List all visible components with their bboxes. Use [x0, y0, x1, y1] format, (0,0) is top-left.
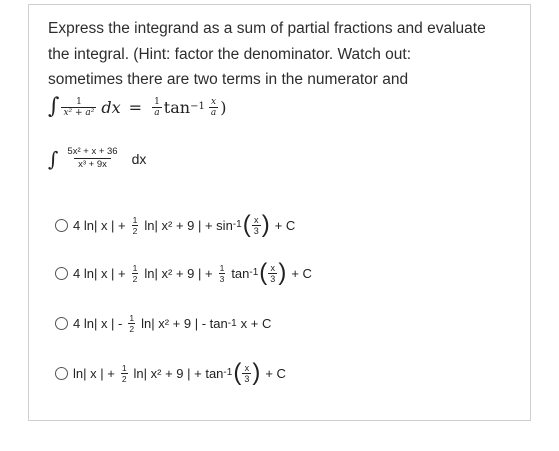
- option-mid: ln| x² + 9 | +: [144, 265, 213, 281]
- hint-arg-den: a: [210, 107, 217, 118]
- radio-button[interactable]: [55, 267, 68, 280]
- half-fraction: [128, 313, 135, 334]
- option-mid: ln| x² + 9 | - tan: [141, 316, 228, 331]
- option-tail: x + C: [240, 316, 272, 331]
- frac-den: 2: [132, 225, 138, 236]
- hint-tan: tan: [163, 97, 191, 117]
- problem-integral: [48, 146, 146, 171]
- hint-coef-num: 1: [154, 96, 160, 107]
- frac-den: 2: [129, 324, 135, 334]
- hint-coef-den: a: [154, 107, 160, 118]
- option-mid: ln| x² + 9 | + sin: [144, 217, 233, 233]
- hint-close-paren: ): [220, 97, 227, 117]
- paren-fraction: ( $\frac{x}{3}$ ): [242, 211, 270, 238]
- frac-den: 3: [253, 225, 259, 236]
- problem-denominator: x³ + 9x: [74, 158, 111, 171]
- prompt-line-2: the integral. (Hint: factor the denominator. Watch out:: [48, 45, 412, 63]
- frac-den: 3: [219, 273, 225, 284]
- radio-button[interactable]: [55, 317, 68, 330]
- hint-equals: =: [128, 97, 143, 117]
- option-lead: ln| x | +: [73, 365, 115, 381]
- frac-den: 3: [270, 273, 276, 284]
- option-tail: + C: [274, 217, 296, 233]
- question-prompt: [48, 16, 518, 93]
- problem-fraction: [63, 146, 121, 171]
- frac-num: 1: [132, 214, 138, 225]
- hint-dx: dx: [101, 97, 121, 117]
- option-tail: + C: [265, 365, 286, 381]
- frac-den: 3: [244, 373, 250, 384]
- third-fraction: [219, 263, 226, 284]
- paren-fraction: ( $\frac{x}{3}$ ): [233, 359, 261, 386]
- option-lead: 4 ln| x | +: [73, 217, 126, 233]
- frac-num: 1: [132, 262, 138, 273]
- half-fraction: [132, 215, 139, 236]
- integral-sign: ∫: [48, 146, 59, 171]
- problem-numerator: 5x² + x + 36: [67, 146, 118, 157]
- frac-num: 1: [121, 362, 127, 373]
- option-tail: + C: [291, 265, 312, 281]
- option-lead: 4 ln| x | -: [73, 316, 123, 331]
- frac-num: x: [270, 262, 276, 273]
- hint-numerator: 1: [76, 96, 82, 107]
- frac-num: x: [244, 362, 250, 373]
- radio-button[interactable]: [55, 219, 68, 232]
- answer-option-4[interactable]: ln| x | + $\frac{1}{2}$ ln| x² + 9 | + tan -1 ( $\frac{x}{3}$ ) + C: [55, 361, 286, 385]
- option-mid: ln| x² + 9 | + tan: [133, 365, 224, 381]
- frac-num: x: [253, 214, 259, 225]
- frac-den: 2: [132, 273, 138, 284]
- prompt-line-3: sometimes there are two terms in the numerator and: [48, 71, 409, 88]
- paren-fraction: ( $\frac{x}{3}$ ): [259, 259, 287, 286]
- half-fraction: [121, 363, 128, 384]
- answer-option-1[interactable]: 4 ln| x | + $\frac{1}{2}$ ln| x² + 9 | + sin -1 ( $\frac{x}{3}$ ) + C: [55, 213, 295, 237]
- hint-arg-num: x: [210, 96, 217, 107]
- option-lead: 4 ln| x | +: [73, 265, 126, 281]
- frac-num: 1: [219, 262, 225, 273]
- integral-sign: ∫: [48, 94, 60, 119]
- half-fraction: [132, 263, 139, 284]
- frac-den: 2: [121, 373, 127, 384]
- hint-formula: ∫ $\frac{1}{\text{x² + a²}}$ dx = $\frac{1}{a}$ tan −1 $\frac{x}{a}$ ): [48, 94, 227, 119]
- frac-num: 1: [129, 313, 135, 323]
- option-fn: tan: [231, 265, 250, 281]
- hint-arg: [209, 97, 218, 118]
- radio-button[interactable]: [55, 367, 68, 380]
- problem-dx: dx: [131, 150, 147, 167]
- hint-coefficient: [152, 97, 162, 118]
- prompt-line-1: Express the integrand as a sum of partial fractions and evaluate: [48, 20, 486, 37]
- answer-option-2[interactable]: 4 ln| x | + $\frac{1}{2}$ ln| x² + 9 | + $\frac{1}{3}$ tan -1 ( $\frac{x}{3}$ ) + C: [55, 261, 312, 285]
- hint-denominator: x² + a²: [63, 107, 95, 118]
- hint-fraction: [61, 97, 96, 118]
- answer-option-3[interactable]: 4 ln| x | - $\frac{1}{2}$ ln| x² + 9 | - tan -1 x + C: [55, 313, 271, 334]
